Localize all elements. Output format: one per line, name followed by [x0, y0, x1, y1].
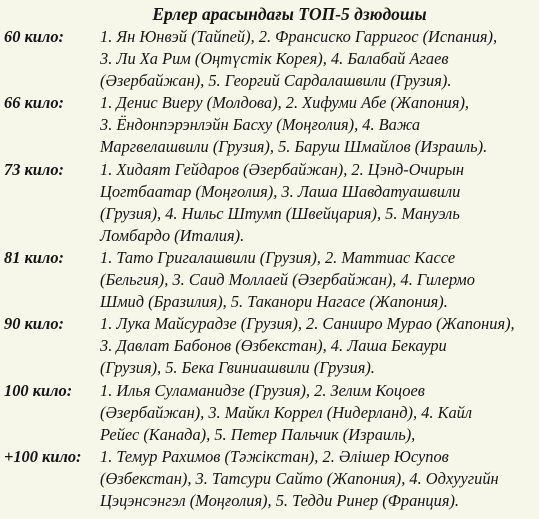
ranking-line: Маргвелашвили (Грузия), 5. Баруш Шмайлов (Израиль).: [100, 137, 488, 157]
category-entry: [4, 446, 535, 512]
weight-category-label: +100 кило:: [4, 446, 82, 466]
category-entry: [4, 380, 535, 446]
ranking-line: (Өзбекстан), 3. Татсури Сайто (Жапония), 4. Одхуугийн: [100, 468, 499, 488]
category-entry: [4, 26, 535, 92]
ranking-text: [100, 26, 535, 92]
category-list: [4, 26, 535, 512]
ranking-text: [100, 92, 535, 158]
weight-category-label: 100 кило:: [4, 380, 73, 400]
ranking-line: 1. Тато Григалашвили (Грузия), 2. Маттиас Кассе: [100, 247, 456, 267]
ranking-text: [100, 159, 535, 247]
page-title: Ерлер арасындағы ТОП-5 дзюдошы: [152, 4, 427, 24]
ranking-text: [100, 446, 535, 512]
ranking-text: [100, 380, 535, 446]
ranking-text: [100, 247, 535, 313]
ranking-line: (Әзербайжан), 3. Майкл Коррел (Нидерланд), 4. Кайл: [100, 402, 473, 422]
category-entry: [4, 159, 535, 247]
ranking-line: Шмид (Бразилия), 5. Таканори Нагасе (Жапония).: [100, 292, 448, 312]
ranking-line: 1. Денис Виеру (Молдова), 2. Хифуми Абе (Жапония),: [100, 93, 470, 113]
ranking-line: 1. Темур Рахимов (Тәжікстан), 2. Әлішер Юсупов: [100, 446, 449, 466]
category-entry: [4, 313, 535, 379]
ranking-line: (Грузия), 5. Бека Гвиниашвили (Грузия).: [100, 358, 375, 378]
weight-category-label: 73 кило:: [4, 159, 64, 179]
ranking-line: 3. Ли Ха Рим (Оңтүстік Корея), 4. Балабай Агаев: [100, 49, 449, 69]
category-entry: [4, 92, 535, 158]
ranking-line: Рейес (Канада), 5. Петер Пальчик (Израиль),: [100, 424, 416, 444]
weight-category-label: 90 кило:: [4, 314, 64, 334]
ranking-text: [100, 313, 535, 379]
ranking-line: Ломбардо (Италия).: [100, 225, 245, 245]
ranking-line: (Грузия), 4. Нильс Штумп (Швейцария), 5. Мануэль: [100, 203, 460, 223]
ranking-line: 3. Ёндонпэрэнлэйн Басху (Моңғолия), 4. Важа: [100, 115, 421, 135]
category-entry: [4, 247, 535, 313]
weight-category-label: 60 кило:: [4, 27, 64, 46]
weight-category-label: 66 кило:: [4, 93, 64, 113]
ranking-line: 1. Илья Суламанидзе (Грузия), 2. Зелим Коцоев: [100, 380, 425, 400]
ranking-line: Цэцэнсэнгэл (Моңғолия), 5. Тедди Ринер (Франция).: [100, 490, 460, 510]
ranking-line: (Әзербайжан), 5. Георгий Сардалашвили (Грузия).: [100, 71, 452, 91]
ranking-line: 3. Давлат Бабонов (Өзбекстан), 4. Лаша Бекаури: [100, 336, 447, 356]
ranking-line: 1. Хидаят Гейдаров (Әзербайжан), 2. Цэнд-Очирын: [100, 159, 465, 179]
ranking-line: Цогтбаатар (Моңғолия), 3. Лаша Шавдатуашвили: [100, 181, 461, 201]
ranking-line: (Бельгия), 3. Саид Моллаей (Әзербайжан), 4. Гилермо: [100, 270, 475, 290]
ranking-line: 1. Ян Юнвэй (Тайпей), 2. Франсиско Гарригос (Испания),: [100, 27, 498, 46]
weight-category-label: 81 кило:: [4, 247, 64, 267]
ranking-line: 1. Лука Майсурадзе (Грузия), 2. Санииро Мурао (Жапония),: [100, 314, 515, 334]
